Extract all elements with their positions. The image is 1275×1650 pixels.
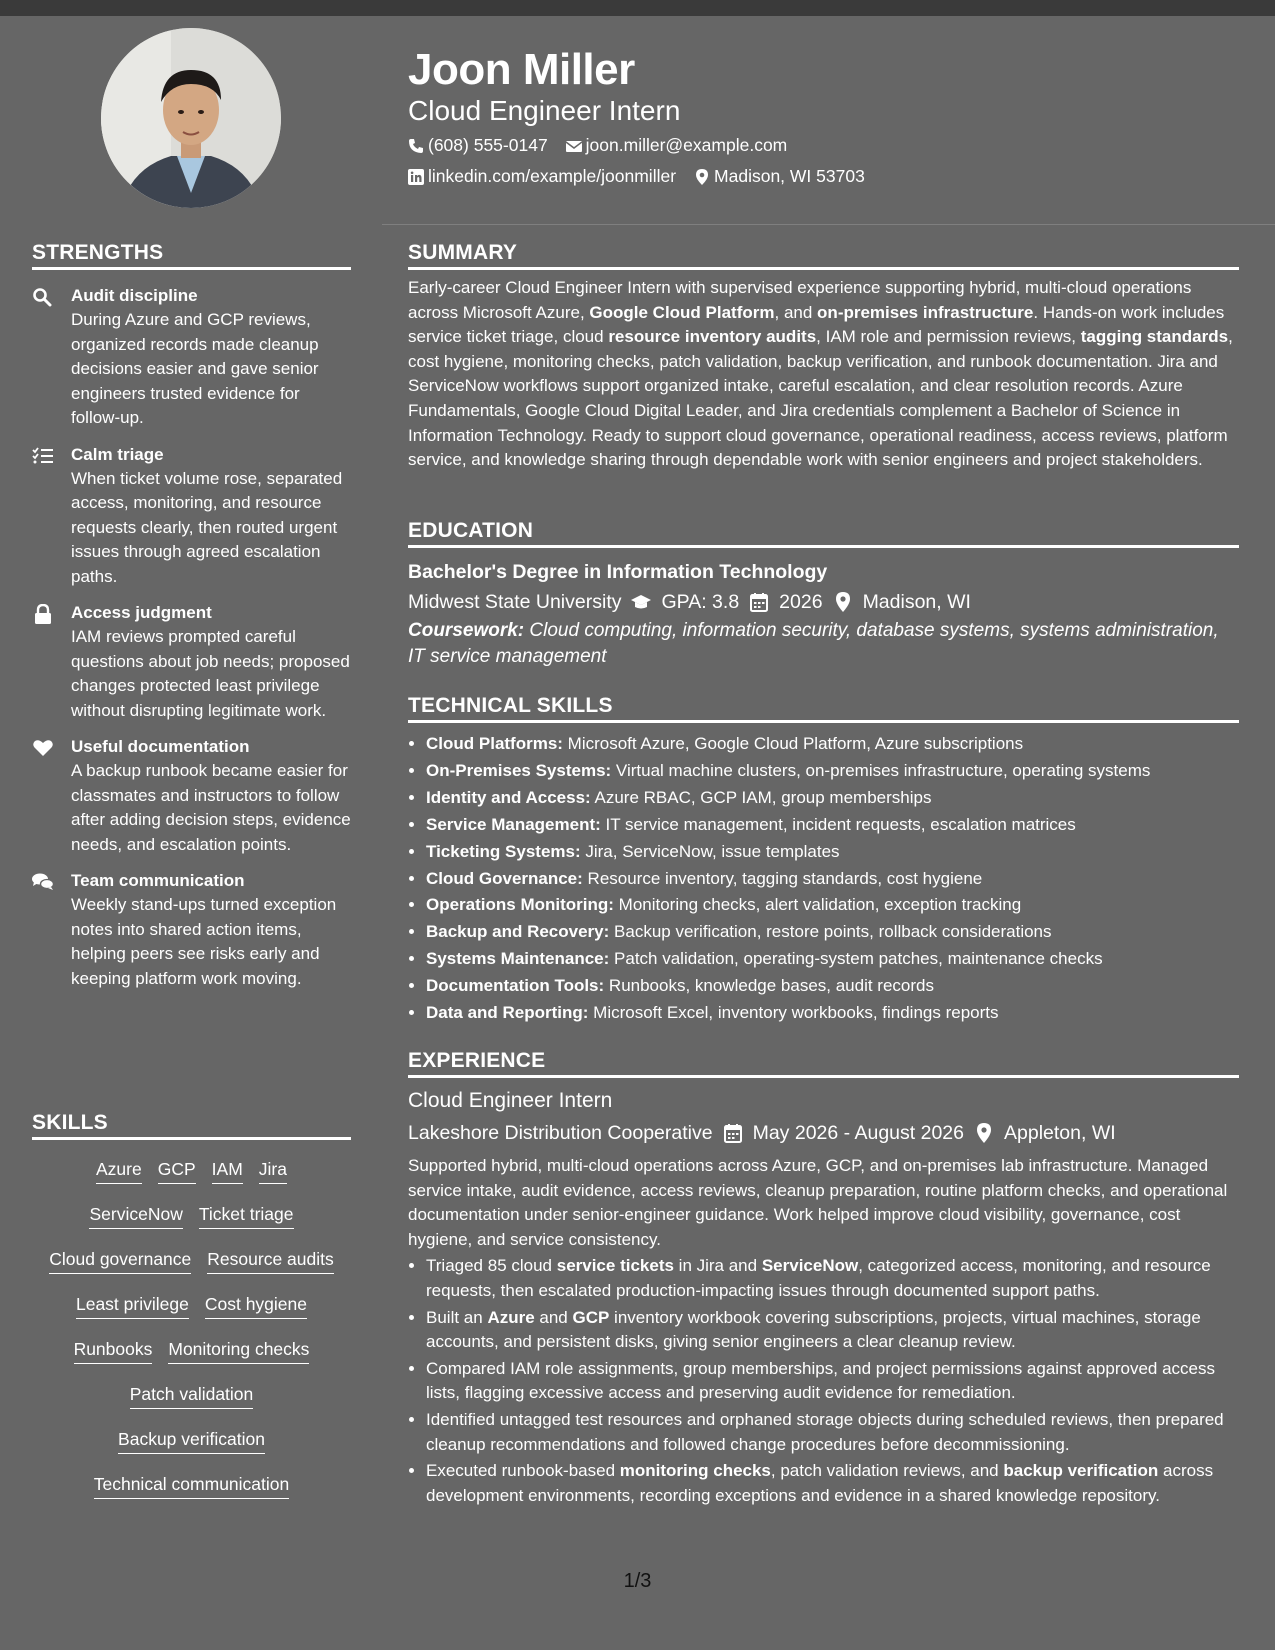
technical-skill-item <box>426 892 1239 919</box>
header-divider <box>382 224 1275 225</box>
degree-title: Bachelor's Degree in Information Technology <box>408 561 828 583</box>
linkedin-icon <box>408 169 424 185</box>
map-pin-icon <box>833 592 853 612</box>
contact-row-1 <box>408 135 787 156</box>
candidate-role: Cloud Engineer Intern <box>408 95 681 126</box>
lock-icon <box>32 604 54 624</box>
chip-row <box>32 1238 351 1283</box>
skill-category: Service Management: <box>426 814 601 834</box>
bold-text: GCP <box>572 1307 610 1327</box>
experience-title: EXPERIENCE <box>408 1049 1239 1078</box>
skills-chips <box>32 1148 351 1508</box>
strength-desc: When ticket volume rose, separated access, monitoring, and resource requests clearly, then routed urgent issues through agreed escalation paths. <box>71 468 343 586</box>
skill-category: Identity and Access: <box>426 787 591 807</box>
technical-skills-section <box>408 694 1239 1027</box>
technical-skill-item <box>426 919 1239 946</box>
job-title: Cloud Engineer Intern <box>408 1089 613 1112</box>
experience-section <box>408 1049 1239 1510</box>
coursework <box>408 618 1239 670</box>
strengths-section <box>32 241 351 991</box>
strength-title: Calm triage <box>71 444 164 464</box>
skill-values: Monitoring checks, alert validation, exception tracking <box>613 895 1022 915</box>
skill-chip: Runbooks <box>74 1338 153 1364</box>
summary-section <box>408 241 1239 473</box>
strength-title: Team communication <box>71 871 245 890</box>
bold-text: on-premises infrastructure <box>817 302 1034 322</box>
coursework-text: Cloud computing, information security, database systems, systems administration, IT service management <box>408 620 1219 667</box>
list-check-icon <box>32 446 54 466</box>
job-bullet <box>426 1459 1239 1508</box>
chip-row <box>32 1328 351 1373</box>
skill-values: Resource inventory, tagging standards, cost hygiene <box>582 868 983 888</box>
location-item <box>694 166 865 187</box>
skill-chip: Resource audits <box>207 1248 333 1274</box>
technical-skill-item <box>426 973 1239 1000</box>
contact-row-2 <box>408 166 865 187</box>
calendar-icon <box>723 1123 743 1143</box>
company-name: Lakeshore Distribution Cooperative <box>408 1122 713 1144</box>
job-bullet <box>426 1306 1239 1355</box>
school-location: Madison, WI <box>862 591 971 613</box>
strength-item <box>32 601 351 723</box>
linkedin-text[interactable]: linkedin.com/example/joonmiller <box>428 166 677 186</box>
strengths-title: STRENGTHS <box>32 241 351 270</box>
bold-text: service tickets <box>556 1256 674 1276</box>
search-icon <box>32 287 54 307</box>
skill-chip: Cloud governance <box>49 1248 191 1274</box>
chip-row <box>32 1463 351 1508</box>
skill-chip: Cost hygiene <box>205 1293 307 1319</box>
phone-item <box>408 135 548 156</box>
skill-category: Data and Reporting: <box>426 1003 589 1023</box>
job-summary: Supported hybrid, multi-cloud operations across Azure, GCP, and on-premises lab infrastructure. Managed service intake, audit evidence, access reviews, cleanup preparation, routine platform checks, and operational documentation under senior-engineer guidance. Work helped improve cloud visibility, governance, cost hygiene, and service consistency. <box>408 1156 1228 1249</box>
skill-category: On-Premises Systems: <box>426 760 612 780</box>
skill-chip: IAM <box>212 1158 243 1184</box>
technical-skills-list <box>408 731 1239 1027</box>
map-pin-icon <box>974 1123 994 1143</box>
grad-year: 2026 <box>779 591 823 613</box>
skill-category: Operations Monitoring: <box>426 895 614 915</box>
summary-text <box>408 276 1239 473</box>
skill-values: Runbooks, knowledge bases, audit records <box>604 976 934 996</box>
strength-desc: IAM reviews prompted careful questions about job needs; proposed changes protected least privilege without disrupting legitimate work. <box>71 627 350 720</box>
calendar-icon <box>749 592 769 612</box>
technical-skill-item <box>426 946 1239 973</box>
page-number: 1/3 <box>623 1570 652 1592</box>
technical-skills-title: TECHNICAL SKILLS <box>408 694 1239 723</box>
text-run: Built an <box>426 1307 488 1327</box>
bold-text: monitoring checks <box>619 1461 771 1481</box>
profile-photo <box>101 28 281 208</box>
strength-desc: A backup runbook became easier for classmates and instructors to follow after adding decision steps, evidence needs, and escalation points. <box>71 761 351 854</box>
school-name: Midwest State University <box>408 591 622 613</box>
skill-chip: Monitoring checks <box>168 1338 309 1364</box>
chip-row <box>32 1418 351 1463</box>
map-pin-icon <box>694 169 710 185</box>
strength-desc: Weekly stand-ups turned exception notes into shared action items, helping peers see risks early and keeping platform work moving. <box>71 895 337 988</box>
chat-icon <box>32 872 54 892</box>
text-run: . Hands-on work includes service ticket triage, cloud <box>408 302 1225 347</box>
skill-chip: Backup verification <box>118 1428 265 1454</box>
technical-skill-item <box>426 839 1239 866</box>
skill-category: Cloud Governance: <box>426 868 583 888</box>
job-bullets <box>408 1254 1239 1508</box>
text-run: , categorized access, monitoring, and resource requests, then escalated production-impacting issues through documented support paths. <box>426 1256 1211 1300</box>
chip-row <box>32 1148 351 1193</box>
text-run: Executed runbook-based <box>426 1461 620 1481</box>
envelope-icon <box>566 138 582 154</box>
technical-skill-item <box>426 731 1239 758</box>
technical-skill-item <box>426 1000 1239 1027</box>
location-text: Madison, WI 53703 <box>714 166 865 186</box>
text-run: Compared IAM role assignments, group memberships, and project permissions against approved access lists, flagging excessive access and preserving audit evidence for remediation. <box>426 1358 1215 1403</box>
bold-text: resource inventory audits <box>608 327 817 347</box>
technical-skill-item <box>426 785 1239 812</box>
graduation-cap-icon <box>631 592 651 612</box>
skill-values: Patch validation, operating-system patches, maintenance checks <box>609 949 1103 969</box>
skills-title: SKILLS <box>32 1111 351 1140</box>
skill-category: Documentation Tools: <box>426 976 605 996</box>
skill-values: Virtual machine clusters, on-premises infrastructure, operating systems <box>611 760 1151 780</box>
text-run: Identified untagged test resources and orphaned storage objects during scheduled reviews, then prepared cleanup recommendations and followed change procedures before decommissioning. <box>426 1409 1224 1454</box>
job-location: Appleton, WI <box>1004 1122 1116 1144</box>
skill-category: Ticketing Systems: <box>426 841 581 861</box>
strength-title: Useful documentation <box>71 737 250 756</box>
job-details <box>408 1116 1239 1150</box>
email-item <box>566 135 788 156</box>
education-details <box>408 586 1239 618</box>
text-run: inventory workbook covering subscriptions, projects, virtual machines, storage accounts, and persistent disks, giving senior engineers a clear cleanup review. <box>426 1307 1201 1352</box>
technical-skill-item <box>426 812 1239 839</box>
strength-item <box>32 284 351 431</box>
technical-skill-item <box>426 758 1239 785</box>
phone-text[interactable]: (608) 555-0147 <box>428 135 548 155</box>
bold-text: Azure <box>487 1307 535 1327</box>
text-run: Triaged 85 cloud <box>426 1256 557 1276</box>
skill-chip: Technical communication <box>94 1473 290 1499</box>
bold-text: tagging standards <box>1080 327 1229 347</box>
job-bullet <box>426 1254 1239 1303</box>
gpa-text: GPA: 3.8 <box>661 591 740 613</box>
coursework-label: Coursework: <box>408 620 525 641</box>
text-run: in Jira and <box>673 1256 762 1276</box>
skill-category: Cloud Platforms: <box>426 734 563 753</box>
education-section <box>408 519 1239 670</box>
education-title: EDUCATION <box>408 519 1239 548</box>
technical-skill-item <box>426 866 1239 893</box>
strength-item <box>32 869 351 991</box>
text-run: and <box>534 1307 573 1327</box>
text-run: Early-career Cloud Engineer Intern with supervised experience supporting hybrid, multi-cloud operations across Microsoft Azure, <box>408 278 1192 322</box>
phone-icon <box>408 138 424 154</box>
text-run: , and <box>774 302 818 322</box>
skill-chip: Ticket triage <box>199 1203 294 1229</box>
bold-text: ServiceNow <box>761 1256 859 1276</box>
heart-icon <box>32 738 54 758</box>
skill-category: Systems Maintenance: <box>426 949 610 969</box>
strength-title: Audit discipline <box>71 286 198 305</box>
skill-chip: GCP <box>158 1158 196 1184</box>
job-bullet <box>426 1408 1239 1457</box>
strength-title: Access judgment <box>71 603 212 622</box>
job-bullet <box>426 1357 1239 1406</box>
skill-chip: Least privilege <box>76 1293 189 1319</box>
skill-values: Microsoft Azure, Google Cloud Platform, Azure subscriptions <box>562 734 1024 753</box>
strength-desc: During Azure and GCP reviews, organized records made cleanup decisions easier and gave senior engineers trusted evidence for follow-up. <box>71 310 319 427</box>
summary-title: SUMMARY <box>408 241 1239 270</box>
skill-values: IT service management, incident requests, escalation matrices <box>600 814 1076 834</box>
skill-category: Backup and Recovery: <box>426 922 610 942</box>
job-dates: May 2026 - August 2026 <box>752 1122 964 1144</box>
skill-values: Microsoft Excel, inventory workbooks, findings reports <box>588 1003 999 1023</box>
linkedin-item <box>408 166 676 187</box>
chip-row <box>32 1193 351 1238</box>
email-text[interactable]: joon.miller@example.com <box>585 135 788 155</box>
chip-row <box>32 1283 351 1328</box>
skill-chip: Jira <box>259 1158 287 1184</box>
bold-text: Google Cloud Platform <box>589 302 775 322</box>
text-run: , IAM role and permission reviews, <box>816 327 1081 347</box>
strengths-list <box>32 284 351 991</box>
strength-item <box>32 443 351 590</box>
skill-chip: Patch validation <box>130 1383 254 1409</box>
chip-row <box>32 1373 351 1418</box>
text-run: , cost hygiene, monitoring checks, patch validation, backup verification, and runbook documentation. Jira and ServiceNow workflows support organized intake, careful escalation, and clear resolution records. Azure Fundamentals, Google Cloud Digital Leader, and Jira credentials complement a Bachelor of Science in Information Technology. Ready to support cloud governance, operational readiness, access reviews, platform service, and knowledge sharing through dependable work with senior engineers and project stakeholders. <box>408 327 1233 470</box>
skill-values: Backup verification, restore points, rollback considerations <box>609 922 1052 942</box>
strength-item <box>32 735 351 857</box>
text-run: across development environments, recording exceptions and evidence in a shared knowledge repository. <box>426 1461 1214 1505</box>
skills-section <box>32 1111 351 1508</box>
text-run: , patch validation reviews, and <box>770 1461 1004 1481</box>
top-bar <box>0 0 1275 16</box>
skill-values: Jira, ServiceNow, issue templates <box>580 841 840 861</box>
skill-chip: ServiceNow <box>89 1203 182 1229</box>
candidate-name: Joon Miller <box>408 45 635 94</box>
bold-text: backup verification <box>1003 1461 1159 1481</box>
skill-values: Azure RBAC, GCP IAM, group memberships <box>590 787 932 807</box>
skill-chip: Azure <box>96 1158 142 1184</box>
